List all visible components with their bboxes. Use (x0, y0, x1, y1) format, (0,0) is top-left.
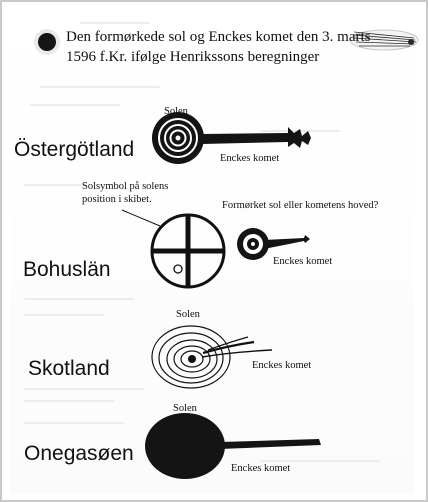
comet-tail-shape (202, 127, 311, 148)
eclipsed-sun-icon (34, 29, 60, 55)
comet-label: Enckes komet (231, 463, 291, 474)
sun-label: Solen (164, 106, 188, 117)
question-label: Formørket sol eller kometens hoved? (222, 200, 379, 211)
region-label-onegasoen: Onegasøen (24, 442, 134, 465)
symbol-note-line-1: Solsymbol på solens (82, 181, 169, 192)
comet-label: Enckes komet (220, 153, 280, 164)
sun-label: Solen (176, 309, 200, 320)
caption-line-2: 1596 f.Kr. ifølge Henrikssons beregninger (66, 49, 320, 65)
sun-label: Solen (173, 403, 197, 414)
region-label-ostergotland: Östergötland (14, 138, 135, 161)
symbol-note-line-2: position i skibet. (82, 194, 152, 205)
region-label-bohuslan: Bohuslän (23, 258, 111, 281)
bohuslan-sun-cross-drawing (152, 215, 224, 287)
comet-label: Enckes komet (252, 360, 312, 371)
comet-label: Enckes komet (273, 256, 333, 267)
annotation-pointer-line (122, 210, 160, 226)
caption-line-1: Den formørkede sol og Enckes komet den 3. marts (66, 29, 371, 45)
region-label-skotland: Skotland (28, 357, 110, 380)
skotland-spiral-drawing (152, 326, 272, 388)
illustration-layer (2, 2, 428, 502)
